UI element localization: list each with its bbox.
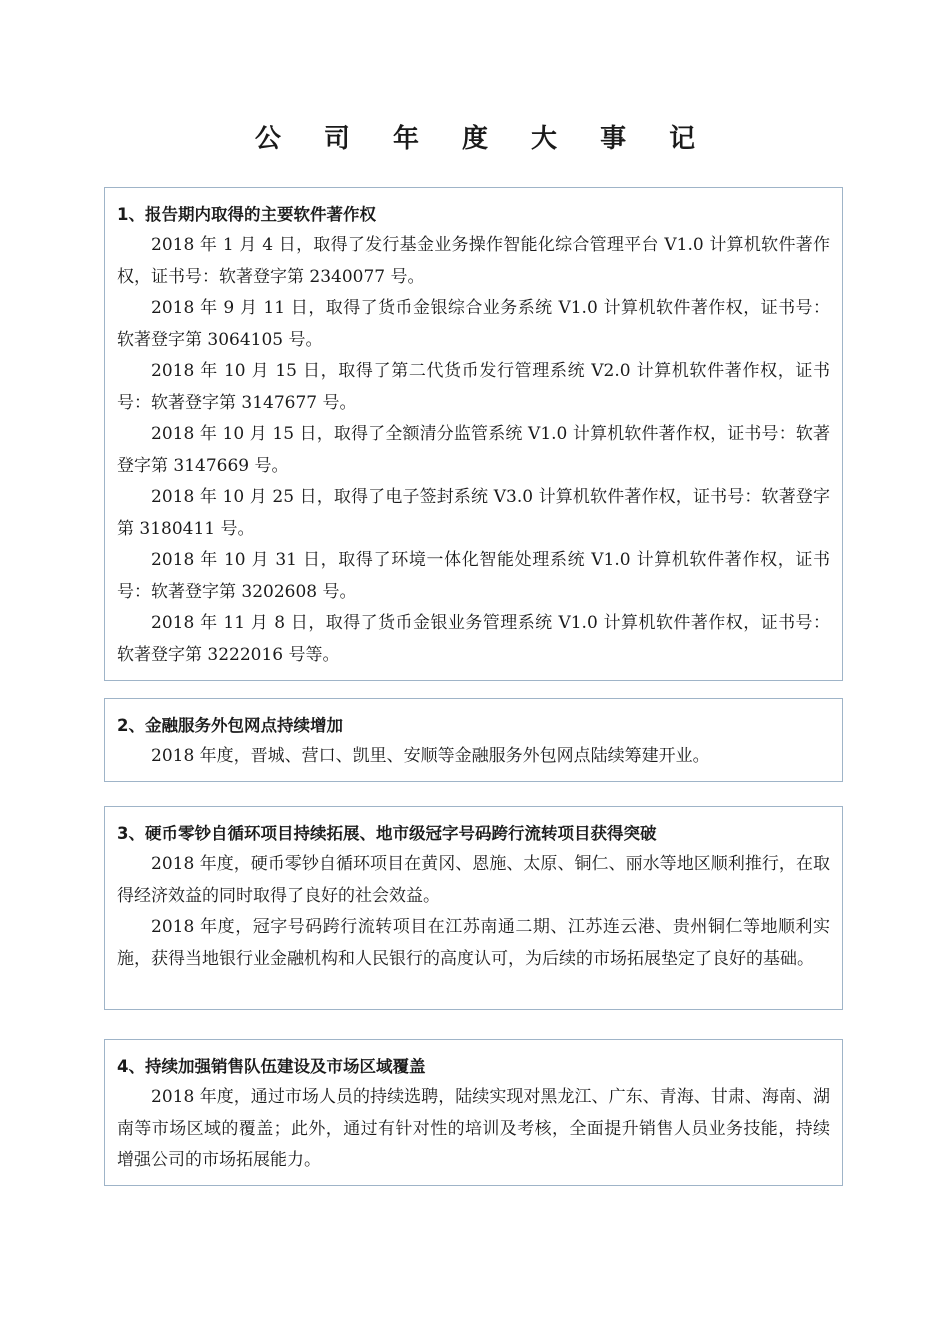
paragraph: 2018 年度，冠字号码跨行流转项目在江苏南通二期、江苏连云港、贵州铜仁等地顺利实施，获得当地银行业金融机构和人民银行的高度认可，为后续的市场拓展垫定了良好的基础。 — [117, 917, 830, 969]
section-sales-team-coverage — [104, 1039, 843, 1186]
paragraph: 2018 年 10 月 31 日，取得了环境一体化智能处理系统 V1.0 计算机软件著作权，证书号：软著登字第 3202608 号。 — [117, 550, 830, 602]
section-heading: 1、报告期内取得的主要软件著作权 — [117, 205, 376, 224]
paragraph: 2018 年度，通过市场人员的持续选聘，陆续实现对黑龙江、广东、青海、甘肃、海南、湖南等市场区域的覆盖；此外，通过有针对性的培训及考核，全面提升销售人员业务技能，持续增强公司的市场拓展能力。 — [117, 1087, 830, 1170]
paragraph: 2018 年度，晋城、营口、凯里、安顺等金融服务外包网点陆续筹建开业。 — [151, 746, 710, 766]
paragraph: 2018 年 10 月 25 日，取得了电子签封系统 V3.0 计算机软件著作权，证书号：软著登字第 3180411 号。 — [117, 487, 830, 539]
paragraph: 2018 年 10 月 15 日，取得了第二代货币发行管理系统 V2.0 计算机软件著作权，证书号：软著登字第 3147677 号。 — [117, 361, 830, 413]
section-heading: 4、持续加强销售队伍建设及市场区域覆盖 — [117, 1057, 426, 1076]
paragraph: 2018 年 11 月 8 日，取得了货币金银业务管理系统 V1.0 计算机软件著作权，证书号：软著登字第 3222016 号等。 — [117, 613, 830, 665]
section-heading: 3、硬币零钞自循环项目持续拓展、地市级冠字号码跨行流转项目获得突破 — [117, 824, 657, 843]
section-outsourcing-outlets — [104, 698, 843, 782]
paragraph: 2018 年 10 月 15 日，取得了全额清分监管系统 V1.0 计算机软件著作权，证书号：软著登字第 3147669 号。 — [117, 424, 830, 476]
section-software-copyrights — [104, 187, 843, 681]
paragraph: 2018 年 9 月 11 日，取得了货币金银综合业务系统 V1.0 计算机软件著作权，证书号：软著登字第 3064105 号。 — [117, 298, 830, 350]
section-heading: 2、金融服务外包网点持续增加 — [117, 716, 343, 735]
paragraph: 2018 年 1 月 4 日，取得了发行基金业务操作智能化综合管理平台 V1.0 计算机软件著作权，证书号：软著登字第 2340077 号。 — [117, 235, 830, 287]
page-title: 公 司 年 度 大 事 记 — [254, 124, 713, 154]
paragraph: 2018 年度，硬币零钞自循环项目在黄冈、恩施、太原、铜仁、丽水等地区顺利推行，在取得经济效益的同时取得了良好的社会效益。 — [117, 854, 830, 906]
section-coin-recycling-projects — [104, 806, 843, 1010]
